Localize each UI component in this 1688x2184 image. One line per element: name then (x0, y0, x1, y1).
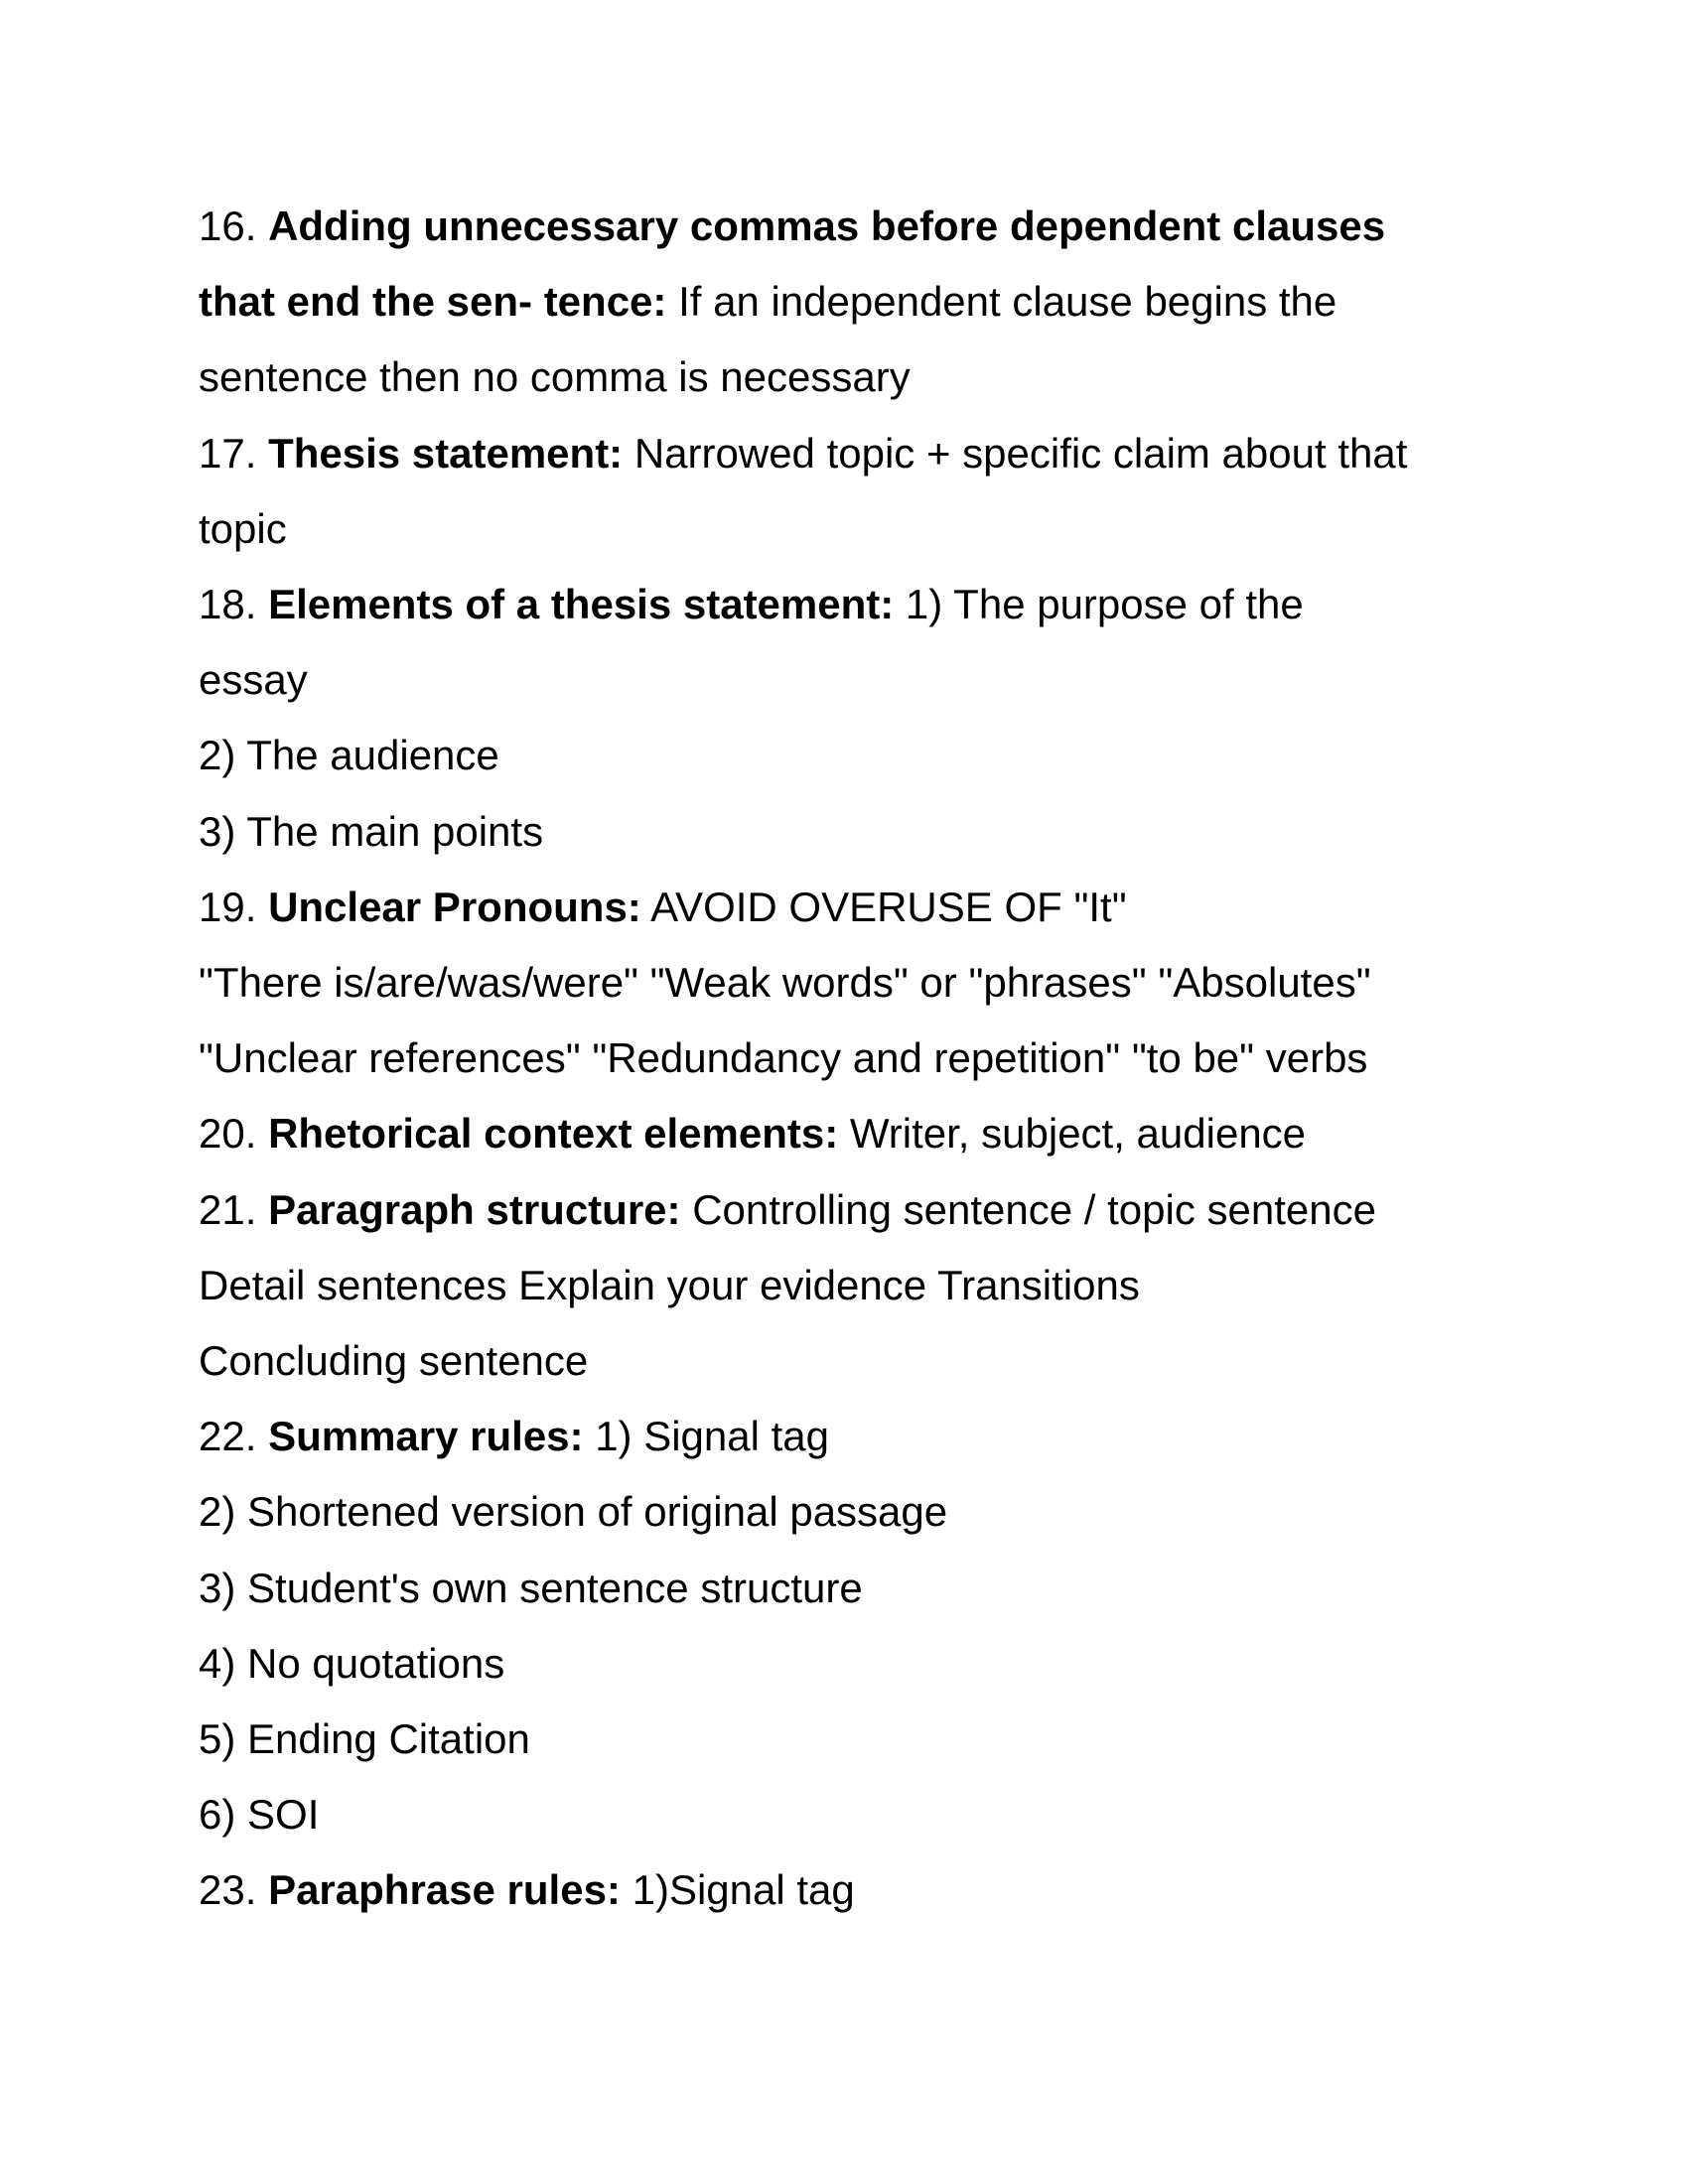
entry-line (199, 1096, 1509, 1171)
entry-definition-line: Detail sentences Explain your evidence Transitions (199, 1261, 1140, 1308)
entry-definition-line: "There is/are/was/were" "Weak words" or "phrases" "Absolutes" (199, 959, 1371, 1007)
list-item-17 (199, 416, 1509, 567)
list-item-19 (199, 870, 1509, 1097)
entry-line (199, 416, 1509, 491)
entry-line (199, 1399, 1509, 1474)
entry-definition-line: sentence then no comma is necessary (199, 353, 911, 401)
entry-term: Adding unnecessary commas before dependent clauses (268, 203, 1386, 249)
list-item-18 (199, 567, 1509, 870)
entry-number: 18. (199, 581, 257, 628)
entry-term: Paraphrase rules: (268, 1866, 621, 1914)
entry-definition: 1)Signal tag (632, 1866, 855, 1914)
entry-definition-line: essay (199, 656, 308, 704)
entry-number: 22. (199, 1413, 257, 1460)
entry-line (199, 870, 1509, 945)
entry-number: 20. (199, 1110, 257, 1158)
entry-definition-line: 2) The audience (199, 732, 499, 779)
entry-definition-line: 4) No quotations (199, 1639, 505, 1687)
entry-number: 23. (199, 1866, 257, 1914)
list-item-22 (199, 1399, 1509, 1852)
entry-line (199, 1172, 1509, 1248)
list-item-16 (199, 189, 1509, 416)
entry-number: 16. (199, 203, 257, 249)
entry-definition-line: topic (199, 504, 287, 552)
entry-definition: Writer, subject, audience (849, 1110, 1307, 1158)
entry-term: Unclear Pronouns: (268, 883, 641, 930)
entry-term: Rhetorical context elements: (268, 1110, 839, 1158)
flashcard-list (199, 189, 1509, 1929)
entry-definition-line: 6) SOI (199, 1791, 320, 1839)
entry-line (199, 189, 1509, 264)
entry-definition-line: 3) The main points (199, 807, 544, 855)
entry-line (199, 1852, 1509, 1928)
entry-term: Elements of a thesis statement: (268, 581, 895, 628)
entry-definition-line: 3) Student's own sentence structure (199, 1564, 863, 1611)
entry-definition: 1) Signal tag (595, 1413, 830, 1460)
entry-definition: Narrowed topic + specific claim about that (633, 429, 1408, 477)
entry-definition-line: 2) Shortened version of original passage (199, 1488, 948, 1536)
entry-definition-line: 5) Ending Citation (199, 1715, 530, 1763)
list-item-23 (199, 1852, 1509, 1928)
entry-definition: AVOID OVERUSE OF "It" (650, 883, 1127, 930)
entry-definition: 1) The purpose of the (905, 581, 1304, 628)
entry-term: Summary rules: (268, 1413, 584, 1460)
entry-number: 19. (199, 883, 257, 930)
entry-definition: Controlling sentence / topic sentence (692, 1185, 1376, 1233)
entry-term-continued: that end the sen- tence: (199, 278, 667, 326)
list-item-20 (199, 1096, 1509, 1171)
entry-definition-line: "Unclear references" "Redundancy and repetition" "to be" verbs (199, 1034, 1368, 1082)
entry-number: 21. (199, 1185, 257, 1233)
entry-line (199, 567, 1509, 642)
entry-line (199, 264, 1509, 340)
entry-definition: If an independent clause begins the (678, 278, 1337, 326)
entry-term: Thesis statement: (268, 429, 624, 477)
entry-definition-line: Concluding sentence (199, 1337, 589, 1385)
entry-number: 17. (199, 429, 257, 477)
list-item-21 (199, 1172, 1509, 1400)
entry-term: Paragraph structure: (268, 1185, 681, 1233)
